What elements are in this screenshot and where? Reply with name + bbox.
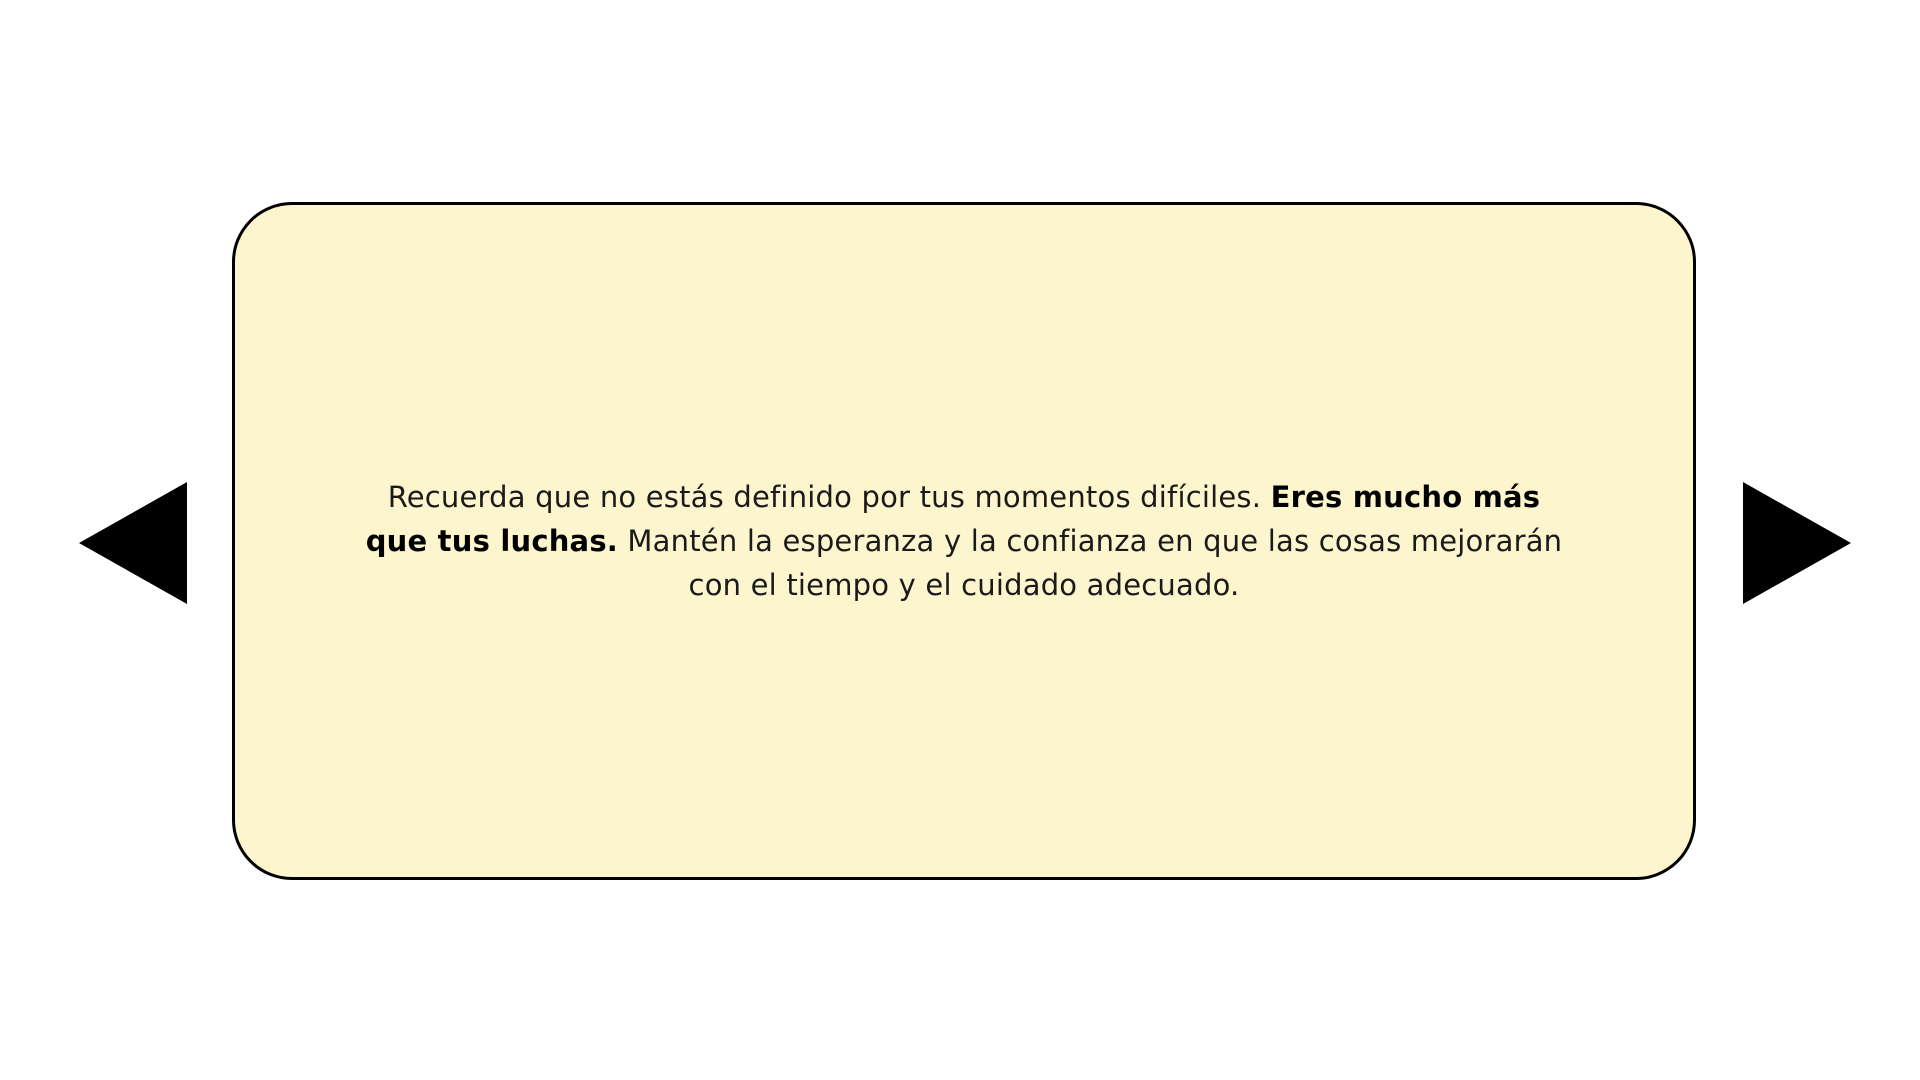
- message-part-1: Recuerda que no estás definido por tus momentos difíciles.: [387, 480, 1271, 514]
- message-text: [354, 475, 1574, 607]
- message-card: [232, 202, 1696, 880]
- message-bold-phrase: Eres mucho más que tus luchas.: [365, 480, 1541, 558]
- previous-button[interactable]: [79, 482, 187, 604]
- message-part-2: Mantén la esperanza y la confianza en que las cosas mejorarán con el tiempo y el cuidado adecuado.: [618, 524, 1563, 602]
- next-button[interactable]: [1743, 482, 1851, 604]
- triangle-right-icon: [1743, 482, 1851, 604]
- triangle-left-icon: [79, 482, 187, 604]
